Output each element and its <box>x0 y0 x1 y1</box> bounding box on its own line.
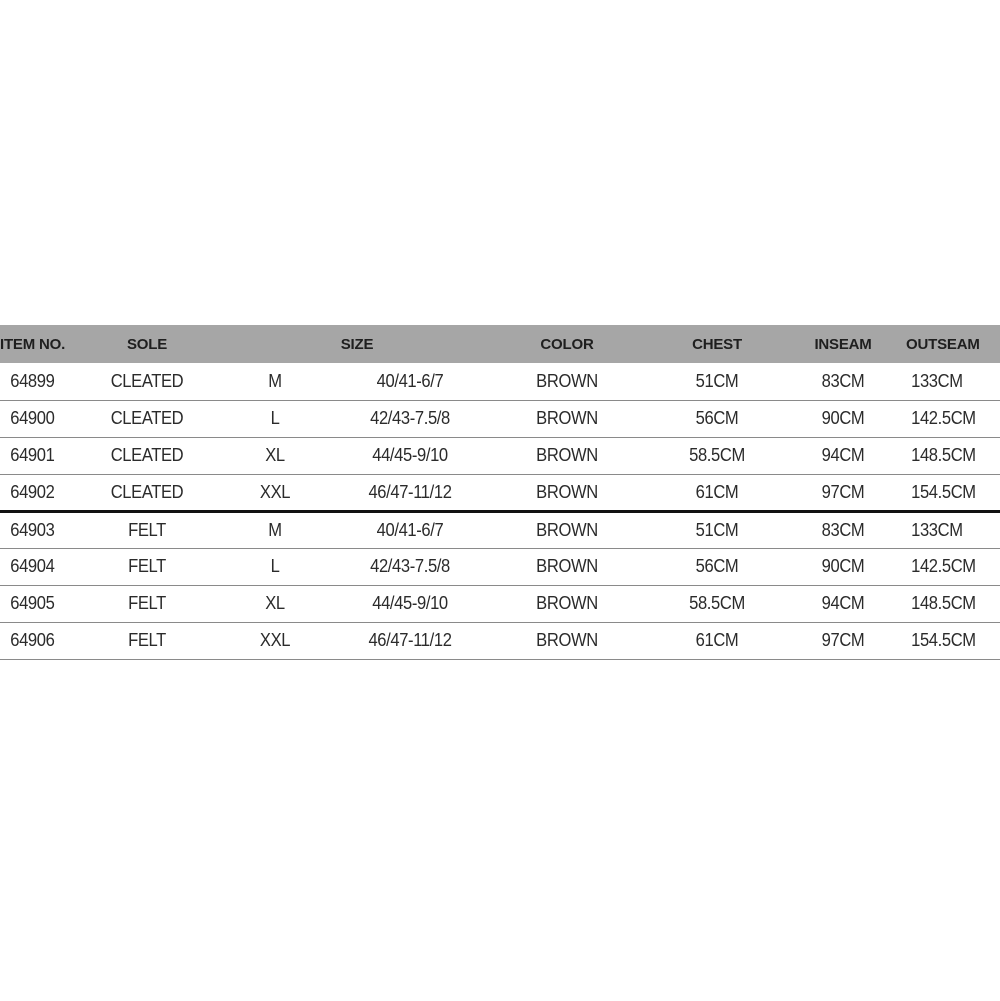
cell-inseam: 83CM <box>796 511 890 548</box>
cell-inseam: 83CM <box>796 363 890 400</box>
table-row <box>0 437 1000 474</box>
cell-size-letter: XL <box>226 585 324 622</box>
header-item-no: ITEM NO. <box>0 335 66 353</box>
cell-inseam: 90CM <box>796 400 890 437</box>
cell-size-numeric: 44/45-9/10 <box>335 437 486 474</box>
cell-item-no: 64905 <box>3 585 69 622</box>
cell-outseam: 148.5CM <box>898 437 996 474</box>
cell-item-no: 64904 <box>3 548 69 585</box>
cell-sole: CLEATED <box>78 400 216 437</box>
cell-size-letter: XL <box>226 437 324 474</box>
cell-size-letter: XXL <box>226 474 324 511</box>
header-size: SIZE <box>340 335 374 353</box>
cell-item-no: 64901 <box>3 437 69 474</box>
cell-sole: FELT <box>78 548 216 585</box>
cell-inseam: 94CM <box>796 585 890 622</box>
cell-inseam: 97CM <box>796 622 890 659</box>
table-row <box>0 548 1000 585</box>
cell-size-letter: L <box>226 548 324 585</box>
header-color: COLOR <box>540 335 594 353</box>
cell-chest: 58.5CM <box>648 437 786 474</box>
cell-size-numeric: 42/43-7.5/8 <box>335 400 486 437</box>
table-row <box>0 474 1000 511</box>
table-row <box>0 511 1000 548</box>
cell-sole: CLEATED <box>78 474 216 511</box>
header-sole: SOLE <box>126 335 168 353</box>
cell-size-letter: L <box>226 400 324 437</box>
cell-color: BROWN <box>498 622 636 659</box>
cell-inseam: 97CM <box>796 474 890 511</box>
cell-size-letter: M <box>226 511 324 548</box>
cell-inseam: 94CM <box>796 437 890 474</box>
header-inseam: INSEAM <box>814 335 872 353</box>
cell-sole: CLEATED <box>78 437 216 474</box>
cell-color: BROWN <box>498 548 636 585</box>
cell-outseam: 142.5CM <box>898 548 996 585</box>
table-row <box>0 585 1000 622</box>
cell-item-no: 64902 <box>3 474 69 511</box>
cell-sole: FELT <box>78 585 216 622</box>
cell-chest: 61CM <box>648 622 786 659</box>
cell-size-numeric: 46/47-11/12 <box>335 474 486 511</box>
cell-chest: 56CM <box>648 400 786 437</box>
cell-chest: 58.5CM <box>648 585 786 622</box>
cell-outseam: 148.5CM <box>898 585 996 622</box>
cell-color: BROWN <box>498 400 636 437</box>
table-row <box>0 400 1000 437</box>
cell-color: BROWN <box>498 363 636 400</box>
header-chest: CHEST <box>692 335 742 353</box>
cell-sole: FELT <box>78 511 216 548</box>
cell-size-numeric: 40/41-6/7 <box>335 363 486 400</box>
cell-sole: FELT <box>78 622 216 659</box>
size-chart-table <box>0 325 1000 660</box>
cell-outseam: 142.5CM <box>898 400 996 437</box>
cell-color: BROWN <box>498 437 636 474</box>
cell-outseam: 154.5CM <box>898 474 996 511</box>
cell-inseam: 90CM <box>796 548 890 585</box>
cell-size-numeric: 44/45-9/10 <box>335 585 486 622</box>
cell-item-no: 64900 <box>3 400 69 437</box>
cell-color: BROWN <box>498 585 636 622</box>
cell-outseam: 154.5CM <box>898 622 996 659</box>
cell-item-no: 64903 <box>3 511 69 548</box>
cell-outseam: 133CM <box>898 363 996 400</box>
cell-size-numeric: 42/43-7.5/8 <box>335 548 486 585</box>
cell-item-no: 64906 <box>3 622 69 659</box>
cell-size-numeric: 40/41-6/7 <box>335 511 486 548</box>
cell-chest: 51CM <box>648 511 786 548</box>
cell-color: BROWN <box>498 511 636 548</box>
cell-sole: CLEATED <box>78 363 216 400</box>
header-outseam: OUTSEAM <box>906 335 980 353</box>
table-header-row <box>0 325 1000 363</box>
cell-size-letter: XXL <box>226 622 324 659</box>
cell-chest: 56CM <box>648 548 786 585</box>
table-row <box>0 622 1000 659</box>
cell-color: BROWN <box>498 474 636 511</box>
cell-size-numeric: 46/47-11/12 <box>335 622 486 659</box>
cell-outseam: 133CM <box>898 511 996 548</box>
cell-item-no: 64899 <box>3 363 69 400</box>
table-row <box>0 363 1000 400</box>
cell-size-letter: M <box>226 363 324 400</box>
cell-chest: 61CM <box>648 474 786 511</box>
cell-chest: 51CM <box>648 363 786 400</box>
